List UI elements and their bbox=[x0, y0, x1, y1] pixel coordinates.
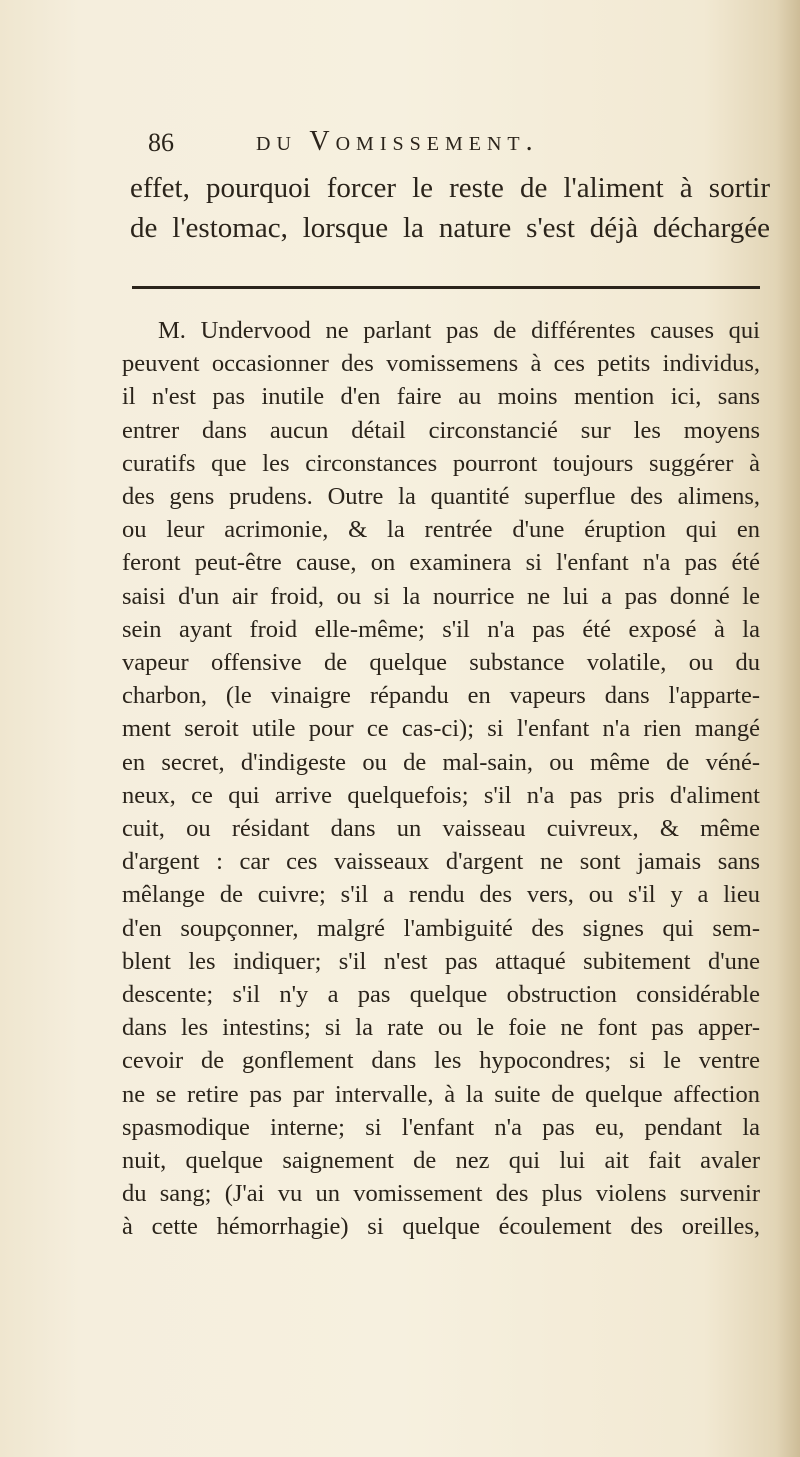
footnote-line: il n'est pas inutile d'en faire au moins mention ici, sans bbox=[122, 383, 760, 411]
footnote-line: charbon, (le vinaigre répandu en vapeurs dans l'apparte- bbox=[122, 682, 760, 710]
footnote-line: descente; s'il n'y a pas quelque obstruction considérable bbox=[122, 981, 760, 1009]
footnote-line: neux, ce qui arrive quelquefois; s'il n'a pas pris d'aliment bbox=[122, 781, 760, 809]
footnote-line: spasmodique interne; si l'enfant n'a pas eu, pendant la bbox=[122, 1113, 760, 1141]
main-text-line: effet, pourquoi forcer le reste de l'aliment à sortir bbox=[130, 172, 770, 204]
footnote-line: ne se retire pas par intervalle, à la suite de quelque affection bbox=[122, 1080, 760, 1108]
footnote-line: saisi d'un air froid, ou si la nourrice ne lui a pas donné le bbox=[122, 582, 760, 610]
main-text bbox=[130, 168, 770, 248]
footnote-line: ment seroit utile pour ce cas-ci); si l'enfant n'a rien mangé bbox=[122, 715, 760, 743]
page-header bbox=[148, 126, 628, 162]
footnote-rule bbox=[132, 286, 760, 289]
footnote-line: cuit, ou résidant dans un vaisseau cuivreux, & même bbox=[122, 815, 760, 843]
footnote-line: mêlange de cuivre; s'il a rendu des vers, ou s'il y a lieu bbox=[122, 881, 760, 909]
footnote-line: dans les intestins; si la rate ou le foie ne font pas apper- bbox=[122, 1014, 760, 1042]
footnote-line: vapeur offensive de quelque substance volatile, ou du bbox=[122, 649, 760, 677]
footnote-line: à cette hémorrhagie) si quelque écoulement des oreilles, bbox=[122, 1213, 760, 1241]
running-head: du Vomissement. bbox=[256, 126, 539, 157]
footnote bbox=[122, 314, 760, 1244]
footnote-line: blent les indiquer; s'il n'est pas attaqué subitement d'une bbox=[122, 947, 760, 975]
footnote-line: d'argent : car ces vaisseaux d'argent ne sont jamais sans bbox=[122, 848, 760, 876]
footnote-line: peuvent occasionner des vomissemens à ces petits individus, bbox=[122, 350, 760, 378]
footnote-line: ou leur acrimonie, & la rentrée d'une éruption qui en bbox=[122, 516, 760, 544]
footnote-line: d'en soupçonner, malgré l'ambiguité des signes qui sem- bbox=[122, 914, 760, 942]
footnote-line: M. Undervood ne parlant pas de différentes causes qui bbox=[158, 317, 760, 344]
footnote-line: sein ayant froid elle-même; s'il n'a pas été exposé à la bbox=[122, 615, 760, 643]
footnote-line: du sang; (J'ai vu un vomissement des plus violens survenir bbox=[122, 1180, 760, 1208]
footnote-line: cevoir de gonflement dans les hypocondres; si le ventre bbox=[122, 1047, 760, 1075]
page-number: 86 bbox=[148, 128, 174, 157]
footnote-line: en secret, d'indigeste ou de mal-sain, ou même de véné- bbox=[122, 748, 760, 776]
footnote-line: entrer dans aucun détail circonstancié sur les moyens bbox=[122, 416, 760, 444]
footnote-line: nuit, quelque saignement de nez qui lui ait fait avaler bbox=[122, 1147, 760, 1175]
footnote-line: curatifs que les circonstances pourront toujours suggérer à bbox=[122, 449, 760, 477]
footnote-line: des gens prudens. Outre la quantité superflue des alimens, bbox=[122, 483, 760, 511]
main-text-line: de l'estomac, lorsque la nature s'est déjà déchargée bbox=[130, 212, 770, 244]
footnote-line: feront peut-être cause, on examinera si l'enfant n'a pas été bbox=[122, 549, 760, 577]
